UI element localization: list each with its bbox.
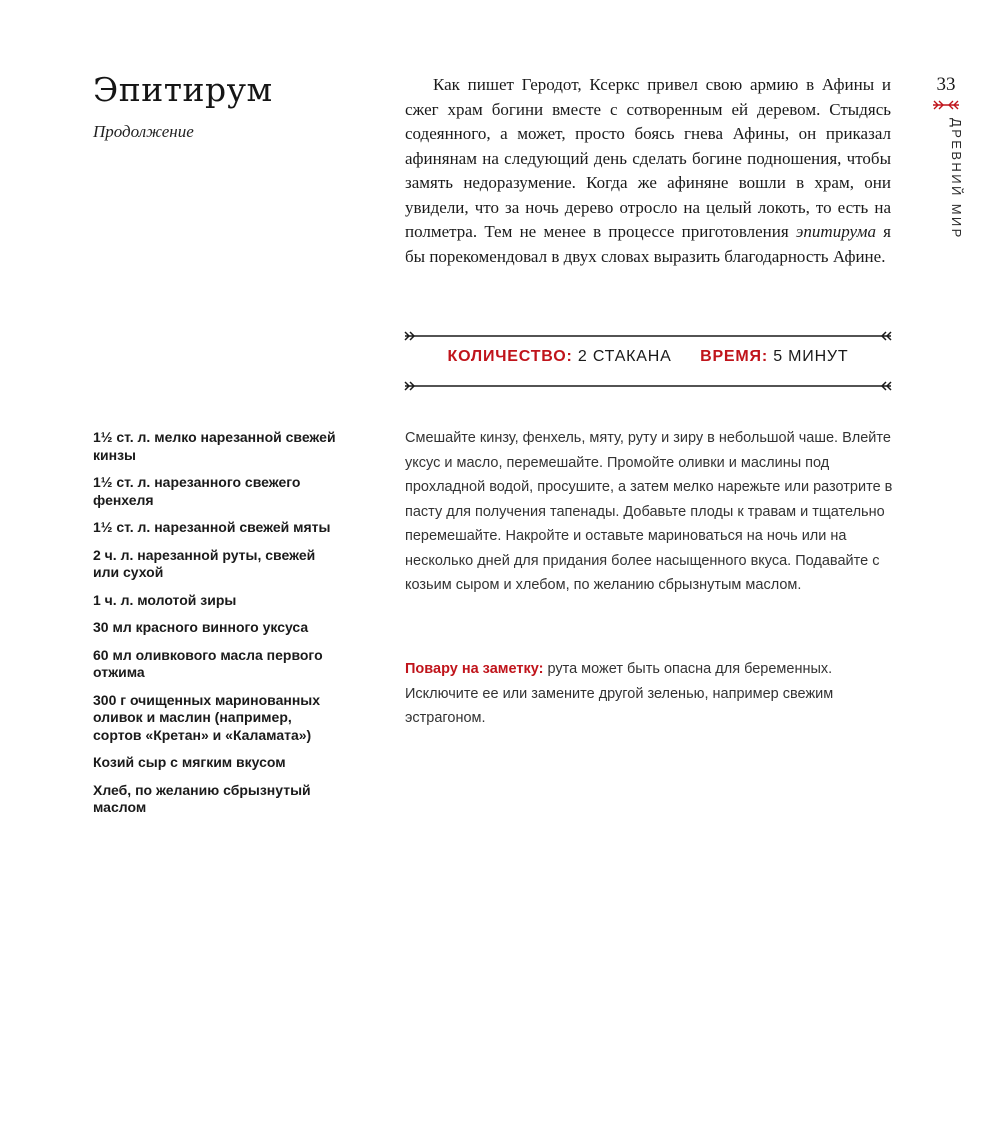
ingredient-item: Хлеб, по желанию сбрызнутый маслом bbox=[93, 781, 311, 815]
intro-text-end: я бы порекомендовал в двух словах выразить благодарность Афине. bbox=[405, 222, 891, 266]
cook-note-text: рута может быть опасна для беременных. Исключите ее или замените другой зеленью, например свежим эстрагоном. bbox=[405, 661, 834, 726]
intro-text-start: Как пишет Геродот, Ксеркс привел свою армию в Афины и сжег храм богини вместе с сотворенным ей деревом. Стыдясь содеянного, а может, просто боясь гнева Афины, он приказал афинянам на следующий день сделать богине подношения, чтобы замять недоразумение. Когда же афиняне вошли в храм, они увидели, что за ночь дерево отросло на целый локоть, то есть на полметра. Тем не менее в процессе приготовления bbox=[405, 75, 891, 241]
quantity-label: КОЛИЧЕСТВО: bbox=[447, 348, 573, 365]
arrow-divider-bottom-icon bbox=[403, 379, 893, 393]
arrow-ornament-icon bbox=[932, 99, 960, 111]
ingredient-item: 1 ч. л. молотой зиры bbox=[93, 591, 237, 608]
recipe-title: Эпитирум bbox=[93, 70, 273, 109]
time-value: 5 МИНУТ bbox=[773, 348, 849, 365]
recipe-subtitle: Продолжение bbox=[93, 122, 194, 141]
section-label: ДРЕВНИЙ МИР bbox=[949, 118, 964, 240]
ingredient-item: 1½ ст. л. нарезанной свежей мяты bbox=[93, 519, 331, 535]
cook-note bbox=[405, 657, 895, 731]
ingredients-list bbox=[93, 429, 343, 827]
ingredient-item: Козий сыр с мягким вкусом bbox=[93, 754, 286, 770]
ingredient-item: 60 мл оливкового масла первого отжима bbox=[93, 646, 323, 680]
cook-note-label: Повару на заметку: bbox=[405, 661, 544, 677]
ingredient-item: 30 мл красного винного уксуса bbox=[93, 619, 309, 635]
intro-paragraph bbox=[405, 73, 891, 269]
ingredient-item: 1½ ст. л. мелко нарезанной свежей кинзы bbox=[93, 429, 336, 463]
ingredient-item: 2 ч. л. нарезанной руты, свежей или сухой bbox=[93, 546, 316, 580]
arrow-divider-top-icon bbox=[403, 329, 893, 343]
ingredient-item: 300 г очищенных маринованных оливок и маслин (например, сортов «Кретан» и «Каламата») bbox=[93, 691, 321, 743]
ingredient-item: 1½ ст. л. нарезанного свежего фенхеля bbox=[93, 474, 301, 508]
page-number: 33 bbox=[936, 74, 956, 95]
intro-italic-word: эпитирума bbox=[795, 222, 876, 241]
method-paragraph: Смешайте кинзу, фенхель, мяту, руту и зиру в небольшой чаше. Влейте уксус и масло, перемешайте. Промойте оливки и маслины под прохладной водой, просушите, а затем мелко нарежьте или разотрите в пасту для получения тапенады. Добавьте плоды к травам и тщательно перемешайте. Накройте и оставьте мариноваться на ночь или на несколько дней для придания более насыщенного вкуса. Подавайте с козьим сыром и хлебом, по желанию сбрызнутым маслом. bbox=[405, 430, 893, 593]
quantity-value: 2 СТАКАНА bbox=[577, 348, 672, 365]
recipe-meta bbox=[405, 348, 891, 366]
time-label: ВРЕМЯ: bbox=[700, 348, 768, 365]
